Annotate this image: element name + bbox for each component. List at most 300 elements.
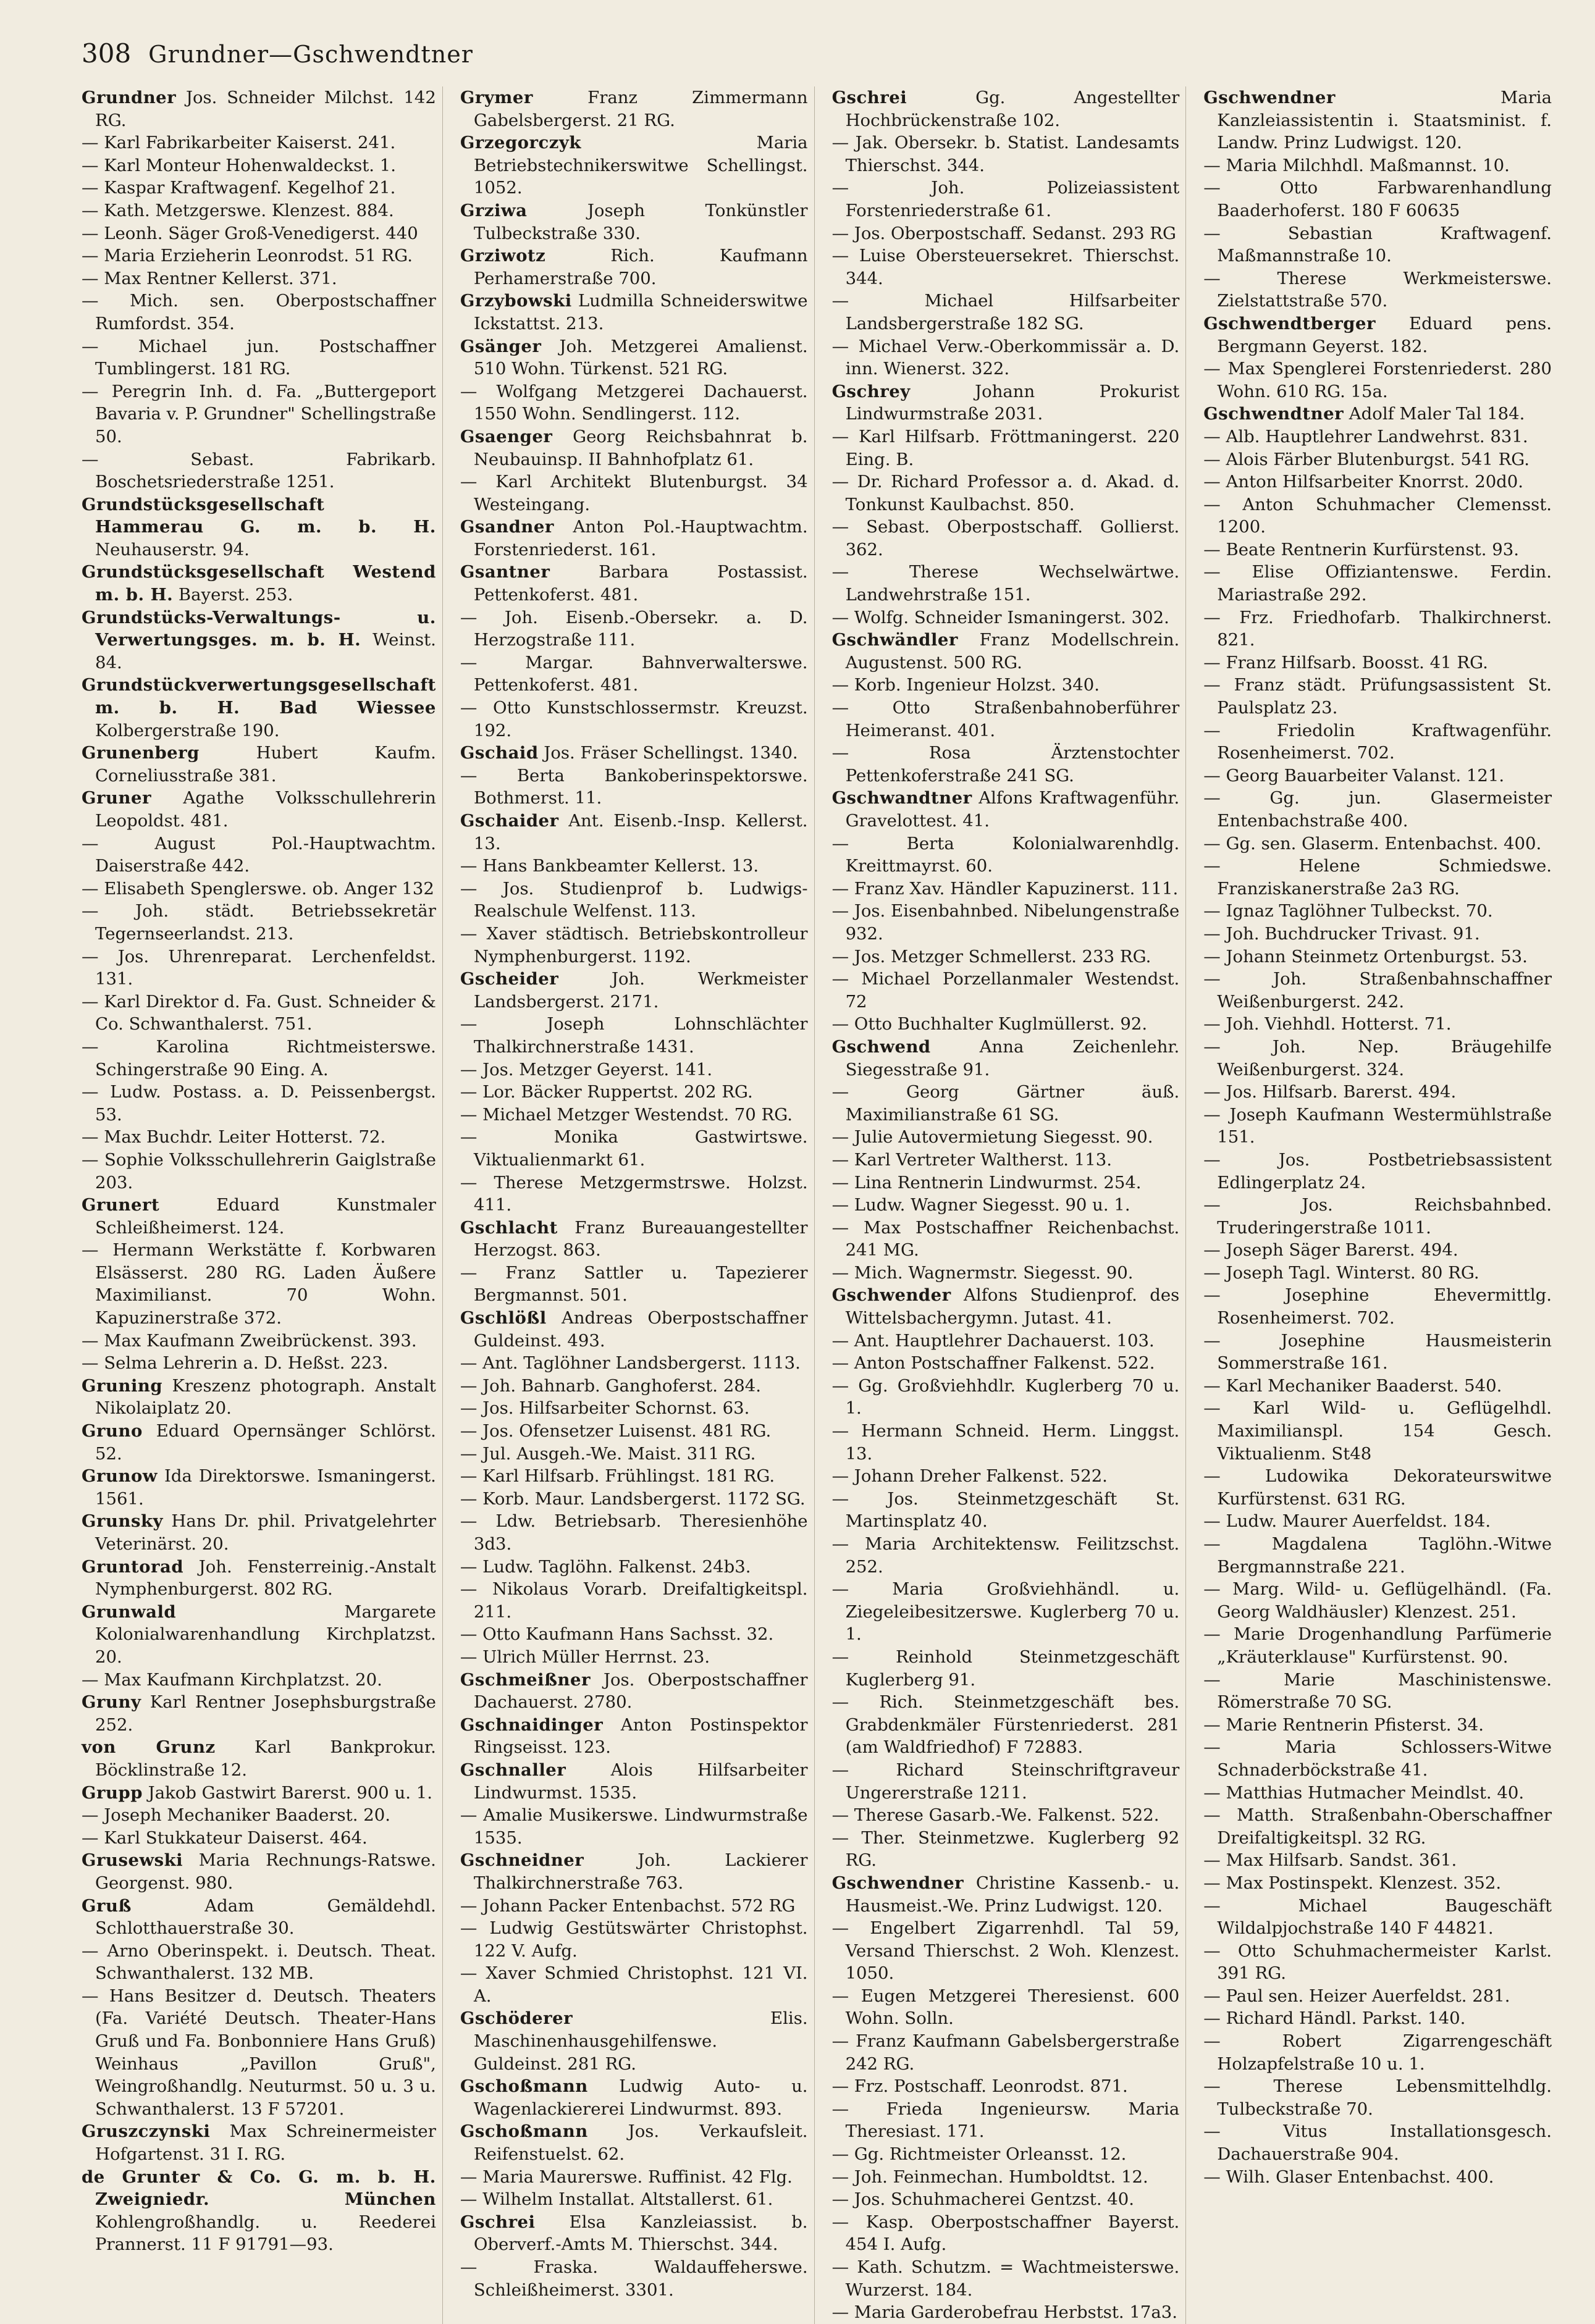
- directory-entry: [460, 1262, 808, 1307]
- entry-surname: Gsänger: [460, 336, 542, 356]
- directory-entry: [82, 1895, 436, 1940]
- entry-details: — Reinhold Steinmetzgeschäft Kuglerberg 91.: [831, 1647, 1180, 1690]
- directory-entry: [832, 177, 1180, 222]
- directory-entry: [460, 855, 808, 878]
- entry-details: Franz Bureauangestellter Herzogst. 863.: [473, 1217, 808, 1261]
- entry-details: — Michael Metzger Westendst. 70 RG.: [460, 1104, 793, 1125]
- directory-entry: [832, 1375, 1180, 1420]
- directory-entry: [82, 2166, 436, 2256]
- column-1: [82, 86, 443, 2324]
- directory-entry: [460, 199, 808, 245]
- directory-entry: [82, 290, 436, 335]
- entry-surname: Gscheider: [460, 969, 559, 989]
- entry-details: — Robert Zigarrengeschäft Holzapfelstraße 10 u. 1.: [1203, 2031, 1552, 2074]
- entry-details: — Joseph Säger Barerst. 494.: [1203, 1240, 1458, 1261]
- directory-entry: [460, 335, 808, 380]
- entry-surname: Gschoßmann: [460, 2121, 588, 2142]
- entry-surname: Gschneidner: [460, 1850, 584, 1871]
- entry-details: Ludmilla Schneiderswitwe Ickstattst. 213.: [473, 291, 808, 333]
- directory-entry: [460, 1420, 808, 1443]
- entry-surname: Gschoßmann: [460, 2076, 588, 2097]
- entry-details: Jos. Verkaufsleit. Reifenstuelst. 62.: [473, 2121, 808, 2165]
- entry-details: — Johann Dreher Falkenst. 522.: [831, 1466, 1108, 1487]
- directory-entry: [832, 2256, 1180, 2301]
- directory-entry: [1203, 1578, 1552, 1623]
- entry-details: — Michael Porzellanmaler Westendst. 72: [831, 969, 1180, 1012]
- directory-entry: [1203, 1669, 1552, 1714]
- entry-details: Adolf Maler Tal 184.: [1344, 404, 1525, 424]
- entry-details: — Ludw. Maurer Auerfeldst. 184.: [1203, 1511, 1491, 1532]
- entry-details: Joh. Lackierer Thalkirchnerstraße 763.: [473, 1850, 808, 1893]
- directory-entry: [832, 1126, 1180, 1149]
- entry-details: — Josephine Hausmeisterin Sommerstraße 161.: [1203, 1330, 1552, 1374]
- entry-details: Alois Hilfsarbeiter Lindwurmst. 1535.: [473, 1760, 808, 1803]
- directory-entry: [82, 561, 436, 606]
- entry-details: — Franz städt. Prüfungsassistent St. Paulsplatz 23.: [1203, 675, 1552, 718]
- entry-surname: Gruntorad: [82, 1556, 184, 1577]
- directory-entry: [82, 1352, 436, 1375]
- directory-entry: [82, 1126, 436, 1149]
- entry-details: — Marie Maschinistenswe. Römerstraße 70 SG.: [1203, 1669, 1552, 1713]
- directory-entry: [1203, 539, 1552, 561]
- directory-entry: [82, 1375, 436, 1420]
- directory-entry: [460, 2211, 808, 2256]
- directory-entry: [1203, 900, 1552, 923]
- directory-entry: [460, 380, 808, 426]
- directory-entry: [832, 1172, 1180, 1194]
- entry-details: — Hans Bankbeamter Kellerst. 13.: [460, 856, 759, 876]
- entry-details: — Marie Drogenhandlung Parfümerie „Kräuterklause" Kurfürstenst. 90.: [1203, 1624, 1552, 1667]
- directory-entry: [82, 132, 436, 154]
- entry-details: — Maria Schlossers-Witwe Schnaderböckstraße 41.: [1203, 1737, 1552, 1780]
- directory-entry: [82, 2120, 436, 2165]
- entry-details: — Karl Mechaniker Baaderst. 540.: [1203, 1375, 1502, 1396]
- page-header: [82, 38, 473, 69]
- entry-surname: Gschrei: [460, 2212, 536, 2232]
- entry-details: Elsa Kanzleiassist. b. Oberverf.-Amts M. Thierschst. 344.: [473, 2212, 808, 2255]
- entry-details: — Rosa Ärztenstochter Pettenkoferstraße 241 SG.: [831, 743, 1180, 786]
- directory-entry: [460, 1104, 808, 1126]
- entry-surname: Gschaider: [460, 811, 559, 831]
- entry-details: — Selma Lehrerin a. D. Heßst. 223.: [82, 1353, 389, 1374]
- entry-details: — Maria Erzieherin Leonrodst. 51 RG.: [82, 246, 413, 266]
- directory-entry: [460, 2188, 808, 2211]
- entry-details: — Karolina Richtmeisterswe. Schingerstraße 90 Eing. A.: [82, 1036, 436, 1080]
- directory-entry: [832, 1578, 1180, 1646]
- entry-details: — Ther. Steinmetzwe. Kuglerberg 92 RG.: [831, 1827, 1180, 1871]
- directory-entry: [460, 132, 808, 199]
- directory-entry: [832, 1917, 1180, 1985]
- directory-entry: [82, 1985, 436, 2121]
- directory-entry: [1203, 313, 1552, 358]
- directory-entry: [460, 1804, 808, 1849]
- directory-entry: [82, 1420, 436, 1465]
- directory-entry: [832, 1759, 1180, 1804]
- directory-entry: [832, 787, 1180, 832]
- entry-details: — Luise Obersteuersekret. Thierschst. 344.: [831, 246, 1180, 288]
- entry-surname: Grundstücksgesellschaft Hammerau G. m. b. H.: [82, 494, 436, 537]
- entry-details: — Wilhelm Installat. Altstallerst. 61.: [460, 2189, 773, 2210]
- directory-entry: [1203, 448, 1552, 471]
- entry-surname: Gschrey: [831, 381, 911, 401]
- directory-entry: [1203, 86, 1552, 154]
- directory-entry: [460, 561, 808, 606]
- directory-entry: [832, 380, 1180, 426]
- entry-details: Hans Dr. phil. Privatgelehrter Veterinärst. 20.: [95, 1511, 436, 1554]
- directory-entry: [460, 1578, 808, 1623]
- entry-details: — Wolfgang Metzgerei Dachauerst. 1550 Wohn. Sendlingerst. 112.: [460, 381, 808, 424]
- directory-entry: [1203, 1804, 1552, 1849]
- directory-entry: [1203, 968, 1552, 1013]
- entry-surname: Gschrei: [831, 88, 907, 107]
- entry-details: — Kath. Metzgerswe. Klenzest. 884.: [82, 200, 394, 220]
- directory-entry: [460, 1217, 808, 1262]
- entry-details: Jos. Schneider Milchst. 142 RG.: [95, 88, 436, 130]
- directory-entry: [832, 968, 1180, 1013]
- directory-entry: [460, 742, 808, 765]
- directory-entry: [82, 900, 436, 945]
- directory-entry: [1203, 606, 1552, 652]
- directory-entry: [82, 878, 436, 900]
- directory-entry: [1203, 1375, 1552, 1398]
- entry-details: — Elise Offiziantenswe. Ferdin. Mariastraße 292.: [1203, 562, 1552, 605]
- directory-entry: [460, 2075, 808, 2120]
- entry-surname: Grzybowski: [460, 291, 572, 311]
- directory-entry: [1203, 471, 1552, 493]
- entry-details: Karl Bankprokur. Böcklinstraße 12.: [95, 1737, 436, 1780]
- directory-entry: [1203, 403, 1552, 426]
- entry-surname: Gschlacht: [460, 1217, 558, 1238]
- directory-entry: [1203, 787, 1552, 832]
- entry-details: Gg. Angestellter Hochbrückenstraße 102.: [845, 88, 1180, 130]
- entry-details: — Franz Hilfsarb. Boosst. 41 RG.: [1203, 652, 1488, 673]
- directory-entry: [1203, 1714, 1552, 1737]
- entry-details: — Elisabeth Spenglerswe. ob. Anger 132: [82, 878, 434, 899]
- entry-details: — Lor. Bäcker Ruppertst. 202 RG.: [460, 1082, 753, 1102]
- directory-entry: [832, 1827, 1180, 1872]
- entry-surname: Grunert: [82, 1195, 160, 1215]
- directory-entry: [1203, 1149, 1552, 1194]
- directory-entry: [460, 1646, 808, 1669]
- entry-details: — Jos. Metzger Schmellerst. 233 RG.: [831, 946, 1151, 967]
- directory-entry: [82, 946, 436, 991]
- entry-details: — Josephine Ehevermittlg. Rosenheimerst. 702.: [1203, 1285, 1552, 1328]
- entry-surname: Gsantner: [460, 562, 550, 582]
- entry-surname: Gsandner: [460, 517, 554, 537]
- directory-entry: [1203, 1940, 1552, 1985]
- entry-surname: Gsaenger: [460, 426, 553, 447]
- entry-details: — Otto Schuhmachermeister Karlst. 391 RG.: [1203, 1940, 1552, 1984]
- directory-entry: [460, 697, 808, 742]
- directory-entry: [1203, 652, 1552, 674]
- directory-entry: [460, 1172, 808, 1217]
- directory-entry: [1203, 1239, 1552, 1262]
- directory-entry: [832, 629, 1180, 674]
- entry-details: — Eugen Metzgerei Theresienst. 600 Wohn. Solln.: [831, 1986, 1180, 2029]
- entry-details: — Korb. Maur. Landsbergerst. 1172 SG.: [460, 1488, 806, 1509]
- directory-entry: [460, 1059, 808, 1081]
- entry-details: Kolbergerstraße 190.: [95, 720, 280, 740]
- directory-entry: [832, 1013, 1180, 1036]
- entry-details: — Hans Besitzer d. Deutsch. Theaters (Fa. Variété Deutsch. Theater-Hans Gruß und Fa. Bonbonniere Hans Gruß) Weinhaus „Pavillon Gruß", Weingroßhandlg. Neuturmst. 50 u. 3 u. Schwanthalerst. 13 F 57201.: [82, 1986, 436, 2119]
- entry-details: — Hermann Werkstätte f. Korbwaren Elsässerst. 280 RG. Laden Äußere Maximilianst. 70 Wohn. Kapuzinerstraße 372.: [82, 1240, 436, 1328]
- directory-entry: [460, 290, 808, 335]
- entry-details: — Paul sen. Heizer Auerfeldst. 281.: [1203, 1986, 1510, 2006]
- entry-details: — Sebastian Kraftwagenf. Maßmannstraße 10.: [1203, 223, 1552, 266]
- entry-surname: Gschwendner: [831, 1873, 964, 1893]
- directory-entry: [460, 923, 808, 968]
- directory-entry: [1203, 1284, 1552, 1329]
- entry-details: Maria Kanzleiassistentin i. Staatsminist. f. Landw. Prinz Ludwigst. 120.: [1217, 88, 1552, 153]
- entry-details: — Franz Xav. Händler Kapuzinerst. 111.: [831, 878, 1179, 899]
- entry-details: — Therese Metzgermstrswe. Holzst. 411.: [460, 1172, 808, 1215]
- entry-details: — Margar. Bahnverwalterswe. Pettenkoferst. 481.: [460, 652, 808, 695]
- entry-details: — Jos. Uhrenreparat. Lerchenfeldst. 131.: [82, 946, 436, 989]
- entry-details: — Ludw. Wagner Siegesst. 90 u. 1.: [831, 1195, 1130, 1215]
- directory-entry: [832, 946, 1180, 968]
- directory-entry: [460, 1126, 808, 1171]
- entry-details: Eduard pens. Bergmann Geyerst. 182.: [1217, 313, 1552, 356]
- directory-entry: [82, 674, 436, 742]
- entry-details: — Kath. Schutzm. = Wachtmeisterswe. Wurzerst. 184.: [831, 2257, 1180, 2300]
- directory-entry: [82, 222, 436, 245]
- entry-details: — Therese Werkmeisterswe. Zielstattstraße 570.: [1203, 268, 1552, 311]
- entry-details: — Joseph Kaufmann Westermühlstraße 151.: [1203, 1104, 1552, 1147]
- entry-details: — Michael jun. Postschaffner Tumblingerst. 181 RG.: [82, 336, 436, 379]
- entry-details: Kohlengroßhandlg. u. Reederei Prannerst. 11 F 91791—93.: [95, 2212, 436, 2255]
- entry-details: — Karl Stukkateur Daiserst. 464.: [82, 1827, 368, 1848]
- directory-entry: [82, 991, 436, 1036]
- entry-details: — Max Buchdr. Leiter Hotterst. 72.: [82, 1127, 386, 1147]
- directory-entry: [832, 245, 1180, 290]
- entry-surname: Gschwendner: [1203, 88, 1336, 107]
- directory-entry: [82, 1804, 436, 1827]
- entry-details: — Frieda Ingenieursw. Maria Theresiast. 171.: [831, 2099, 1180, 2142]
- directory-entry: [832, 1081, 1180, 1126]
- directory-entry: [460, 1556, 808, 1579]
- entry-details: — Ant. Taglöhner Landsbergerst. 1113.: [460, 1353, 801, 1374]
- directory-entry: [832, 900, 1180, 945]
- directory-entry: [82, 1330, 436, 1353]
- entry-details: — Maria Architektensw. Feilitzschst. 252.: [831, 1534, 1180, 1577]
- directory-entry: [82, 1194, 436, 1239]
- directory-entry: [460, 652, 808, 697]
- entry-details: Max Schreinermeister Hofgartenst. 31 I. RG.: [95, 2121, 436, 2165]
- entry-details: Elis. Maschinenhausgehilfenswe. Guldeinst. 281 RG.: [473, 2008, 808, 2074]
- entry-surname: Gschmeißner: [460, 1669, 591, 1690]
- entry-details: — Ldw. Betriebsarb. Theresienhöhe 3d3.: [460, 1511, 808, 1554]
- directory-entry: [832, 2188, 1180, 2211]
- entry-surname: Grziwotz: [460, 246, 546, 266]
- directory-entry: [82, 1465, 436, 1510]
- entry-details: Ludwig Auto- u. Wagenlackiererei Lindwurmst. 893.: [473, 2076, 808, 2119]
- directory-entry: [82, 267, 436, 290]
- directory-entry: [832, 2030, 1180, 2075]
- directory-entry: [832, 606, 1180, 629]
- entry-details: — Frz. Postschaff. Leonrodst. 871.: [831, 2076, 1128, 2097]
- entry-details: — Jos. Oberpostschaff. Sedanst. 293 RG: [831, 223, 1176, 243]
- entry-details: — Gg. jun. Glasermeister Entenbachstraße 400.: [1203, 788, 1552, 831]
- entry-details: — Joh. Buchdrucker Trivast. 91.: [1203, 923, 1480, 944]
- entry-details: Agathe Volksschullehrerin Leopoldst. 481.: [95, 788, 436, 831]
- column-3: [832, 86, 1187, 2324]
- entry-details: Adam Gemäldehdl. Schlotthauerstraße 30.: [95, 1895, 436, 1939]
- directory-entry: [1203, 1262, 1552, 1285]
- directory-entry: [82, 1239, 436, 1329]
- entry-details: — Julie Autovermietung Siegesst. 90.: [831, 1127, 1153, 1147]
- entry-details: — Otto Kaufmann Hans Sachsst. 32.: [460, 1624, 774, 1645]
- entry-details: — Jos. Hilfsarbeiter Schornst. 63.: [460, 1398, 750, 1419]
- entry-surname: Grunsky: [82, 1511, 163, 1532]
- directory-entry: [82, 1691, 436, 1736]
- entry-details: — Alois Färber Blutenburgst. 541 RG.: [1203, 449, 1530, 469]
- entry-details: Anton Postinspektor Ringseisst. 123.: [473, 1714, 808, 1758]
- entry-details: Joh. Fensterreinig.-Anstalt Nymphenburgerst. 802 RG.: [95, 1556, 436, 1600]
- entry-details: — Leonh. Säger Groß-Venedigerst. 440: [82, 223, 418, 243]
- directory-entry: [832, 335, 1180, 380]
- entry-surname: Grundner: [82, 88, 177, 107]
- entry-details: — August Pol.-Hauptwachtm. Daiserstraße 442.: [82, 833, 436, 876]
- directory-entry: [460, 765, 808, 810]
- directory-entry: [460, 1510, 808, 1555]
- entry-details: — Max Kaufmann Kirchplatzst. 20.: [82, 1669, 382, 1690]
- directory-entry: [1203, 1623, 1552, 1668]
- directory-entry: [1203, 833, 1552, 855]
- entry-surname: Grusewski: [82, 1850, 183, 1871]
- directory-entry: [82, 86, 436, 132]
- entry-details: — Max Spenglerei Forstenriederst. 280 Wohn. 610 RG. 15a.: [1203, 359, 1552, 401]
- column-2: [460, 86, 815, 2324]
- entry-details: — Vitus Installationsgesch. Dachauerstraße 904.: [1203, 2121, 1552, 2165]
- entry-details: — Peregrin Inh. d. Fa. „Buttergeport Bavaria v. P. Grundner" Schellingstraße 50.: [82, 381, 436, 447]
- entry-details: — Jak. Obersekr. b. Statist. Landesamts Thierschst. 344.: [831, 133, 1180, 175]
- directory-entry: [82, 1601, 436, 1669]
- entry-surname: Gschöderer: [460, 2008, 573, 2029]
- entry-details: — Frz. Friedhofarb. Thalkirchnerst. 821.: [1203, 607, 1552, 650]
- entry-details: — Magdalena Taglöhn.-Witwe Bergmannstraße 221.: [1203, 1534, 1552, 1577]
- entry-details: — Matthias Hutmacher Meindlst. 40.: [1203, 1782, 1525, 1803]
- entry-surname: Grundstücks-Verwaltungs- u. Verwertungsges. m. b. H.: [82, 607, 436, 650]
- directory-entry: [1203, 855, 1552, 900]
- page-number: 308: [82, 38, 132, 69]
- entry-surname: Gschwender: [831, 1285, 951, 1306]
- entry-details: — Sophie Volksschullehrerin Gaiglstraße 203.: [82, 1149, 436, 1193]
- directory-entry: [82, 1081, 436, 1126]
- entry-details: — Jos. Steinmetzgeschäft St. Martinsplatz 40.: [831, 1488, 1180, 1532]
- directory-entry: [82, 493, 436, 561]
- entry-details: — Xaver städtisch. Betriebskontrolleur Nymphenburgerst. 1192.: [460, 923, 808, 967]
- entry-details: — Fraska. Waldauffeherswe. Schleißheimerst. 3301.: [460, 2257, 808, 2300]
- directory-entry: [1203, 493, 1552, 539]
- entry-details: — Marg. Wild- u. Geflügelhändl. (Fa. Georg Waldhäusler) Klenzest. 251.: [1203, 1579, 1552, 1622]
- directory-entry: [832, 2211, 1180, 2256]
- directory-entry: [460, 1352, 808, 1375]
- entry-details: — Arno Oberinspekt. i. Deutsch. Theat. Schwanthalerst. 132 MB.: [82, 1940, 436, 1984]
- directory-entry: [460, 2166, 808, 2189]
- entry-details: — Richard Steinschriftgraveur Ungererstraße 1211.: [831, 1760, 1180, 1803]
- directory-entry: [1203, 1194, 1552, 1239]
- entry-surname: Gschwandtner: [831, 788, 972, 808]
- directory-entry: [832, 742, 1180, 787]
- entry-details: — Jos. Hilfsarb. Barerst. 494.: [1203, 1082, 1457, 1102]
- directory-entry: [460, 1013, 808, 1058]
- entry-details: — Max Hilfsarb. Sandst. 361.: [1203, 1850, 1457, 1871]
- entry-details: — Otto Straßenbahnoberführer Heimeranst. 401.: [831, 698, 1180, 740]
- entry-details: — Marie Rentnerin Pfisterst. 34.: [1203, 1714, 1484, 1735]
- directory-entry: [832, 2075, 1180, 2098]
- entry-details: Bayerst. 253.: [173, 585, 293, 605]
- entry-details: — Lina Rentnerin Lindwurmst. 254.: [831, 1172, 1142, 1193]
- entry-details: — Anton Postschaffner Falkenst. 522.: [831, 1353, 1155, 1374]
- directory-entry: [1203, 2030, 1552, 2075]
- directory-entry: [82, 1036, 436, 1081]
- entry-details: Eduard Kunstmaler Schleißheimerst. 124.: [95, 1195, 436, 1238]
- entry-details: Alfons Studienprof. des Wittelsbachergymn. Jutast. 41.: [845, 1285, 1180, 1328]
- entry-details: Joseph Tonkünstler Tulbeckstraße 330.: [473, 200, 808, 243]
- directory-entry: [82, 177, 436, 199]
- directory-entry: [1203, 267, 1552, 313]
- directory-entry: [1203, 1104, 1552, 1149]
- entry-details: Anton Pol.-Hauptwachtm. Forstenriederst. 161.: [473, 517, 808, 560]
- entry-details: — Karl Fabrikarbeiter Kaiserst. 241.: [82, 133, 396, 153]
- entry-details: — Ludw. Postass. a. D. Peissenbergst. 53.: [82, 1082, 436, 1125]
- entry-details: — Joh. Eisenb.-Obersekr. a. D. Herzogstraße 111.: [460, 607, 808, 650]
- directory-entry: [1203, 1397, 1552, 1465]
- directory-entry: [832, 1420, 1180, 1465]
- directory-entry: [82, 833, 436, 878]
- entry-details: — Johann Packer Entenbachst. 572 RG: [460, 1895, 796, 1916]
- entry-details: — Amalie Musikerswe. Lindwurmstraße 1535.: [460, 1805, 808, 1848]
- directory-entry: [1203, 1036, 1552, 1081]
- entry-surname: Gschlößl: [460, 1308, 547, 1328]
- directory-entry: [1203, 222, 1552, 267]
- directory-entry: [460, 606, 808, 652]
- directory-entry: [1203, 1849, 1552, 1872]
- entry-details: Maria Rechnungs-Ratswe. Georgenst. 980.: [95, 1850, 436, 1893]
- directory-entry: [1203, 719, 1552, 765]
- directory-entry: [832, 86, 1180, 132]
- column-4: [1203, 86, 1558, 2324]
- directory-entry: [1203, 177, 1552, 222]
- entry-details: — Joseph Lohnschlächter Thalkirchnerstraße 1431.: [460, 1014, 808, 1057]
- entry-details: — Joh. Nep. Bräugehilfe Weißenburgerst. 324.: [1203, 1036, 1552, 1080]
- directory-entry: [832, 1985, 1180, 2030]
- directory-entry: [832, 1036, 1180, 1081]
- entry-details: — Joh. Viehhdl. Hotterst. 71.: [1203, 1014, 1452, 1034]
- entry-surname: Grunow: [82, 1466, 158, 1487]
- directory-entry: [832, 1646, 1180, 1691]
- entry-surname: Gruning: [82, 1375, 163, 1396]
- directory-entry: [460, 968, 808, 1013]
- directory-entry: [832, 697, 1180, 742]
- directory-entry: [82, 380, 436, 448]
- entry-surname: Gruszczynski: [82, 2121, 211, 2142]
- directory-entry: [832, 561, 1180, 606]
- directory-entry: [832, 2166, 1180, 2189]
- directory-entry: [82, 245, 436, 267]
- entry-details: — Joh. Polizeiassistent Forstenriederstraße 61.: [831, 178, 1180, 220]
- entry-details: Maria Betriebstechnikerswitwe Schellingst. 1052.: [473, 133, 808, 198]
- entry-details: — Otto Kunstschlossermstr. Kreuzst. 192.: [460, 698, 808, 740]
- entry-details: — Ulrich Müller Herrnst. 23.: [460, 1647, 710, 1667]
- entry-details: — Jos. Schuhmacherei Gentzst. 40.: [831, 2189, 1135, 2210]
- entry-details: — Jos. Eisenbahnbed. Nibelungenstraße 932.: [831, 901, 1180, 944]
- directory-entry: [832, 1149, 1180, 1172]
- directory-entry: [460, 1895, 808, 1918]
- entry-details: — Berta Bankoberinspektorswe. Bothmerst. 11.: [460, 765, 808, 808]
- entry-details: — Jos. Ofensetzer Luisenst. 481 RG.: [460, 1421, 772, 1441]
- directory-entry: [1203, 358, 1552, 403]
